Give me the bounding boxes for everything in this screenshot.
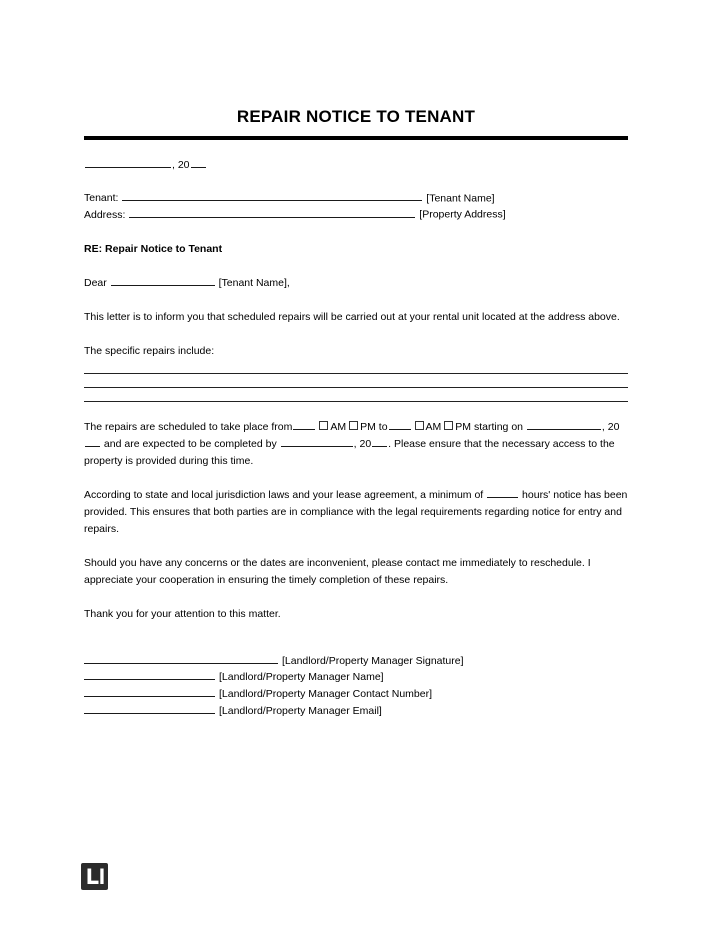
title-divider — [84, 136, 628, 140]
subject-line — [84, 241, 628, 258]
end-pm-label: PM — [455, 420, 472, 433]
date-year-blank[interactable] — [191, 157, 206, 168]
completion-date-input[interactable] — [281, 436, 353, 447]
schedule-text-part1: The repairs are scheduled to take place from — [84, 420, 293, 433]
completion-year-input[interactable] — [372, 436, 387, 447]
address-label: Address: — [84, 208, 126, 221]
signature-row — [84, 669, 628, 686]
salutation-name-input[interactable] — [111, 275, 215, 286]
schedule-text-part4: and are expected to be completed by — [103, 437, 277, 450]
repair-line-1[interactable] — [84, 373, 628, 374]
intro-paragraph: This letter is to inform you that scheduled repairs will be carried out at your rental unit located at the address above. — [84, 310, 620, 323]
salutation-hint: [Tenant Name], — [218, 276, 290, 289]
date-line — [84, 157, 628, 174]
salutation-line — [84, 275, 628, 292]
address-hint: [Property Address] — [419, 208, 506, 221]
start-pm-checkbox[interactable] — [349, 421, 358, 430]
subject-prefix: RE: — [84, 242, 103, 255]
reschedule-paragraph: Should you have any concerns or the dates are inconvenient, please contact me immediately to reschedule. I appreciate your cooperation in ensuring the timely completion of these repairs. — [84, 556, 591, 586]
document-content — [84, 0, 628, 719]
closing-paragraph: Thank you for your attention to this matter. — [84, 607, 281, 620]
start-am-label: AM — [330, 420, 347, 433]
start-date-input[interactable] — [527, 419, 601, 430]
legal-templates-logo-icon — [81, 863, 108, 890]
schedule-to-label: to — [378, 420, 388, 433]
schedule-text-part2: starting on — [473, 420, 523, 433]
signature-input[interactable] — [84, 653, 278, 664]
tenant-label: Tenant: — [84, 192, 119, 205]
manager-name-hint: [Landlord/Property Manager Name] — [219, 671, 384, 684]
date-year-prefix: , 20 — [172, 158, 190, 171]
start-pm-label: PM — [360, 420, 376, 433]
signature-hint: [Landlord/Property Manager Signature] — [282, 654, 464, 667]
repair-line-3[interactable] — [84, 401, 628, 402]
tenant-name-hint: [Tenant Name] — [426, 192, 495, 205]
address-field-row — [84, 207, 628, 224]
address-input[interactable] — [129, 207, 415, 218]
date-blank[interactable] — [85, 157, 171, 168]
manager-email-input[interactable] — [84, 703, 215, 714]
manager-phone-hint: [Landlord/Property Manager Contact Number] — [219, 688, 433, 701]
end-time-input[interactable] — [389, 419, 411, 430]
repair-line-2[interactable] — [84, 387, 628, 388]
schedule-text-part6: . Please ensure that the necessary access to the property is provided during this time. — [84, 437, 615, 467]
schedule-text-part3: , 20 — [601, 420, 620, 433]
tenant-field-row — [84, 191, 628, 208]
end-am-label: AM — [425, 420, 442, 433]
start-date-year-input[interactable] — [85, 436, 100, 447]
notice-hours-input[interactable] — [487, 487, 518, 498]
schedule-paragraph — [84, 419, 628, 470]
start-time-input[interactable] — [293, 419, 315, 430]
signature-row — [84, 686, 628, 703]
notice-paragraph — [84, 487, 628, 538]
brand-logo — [81, 863, 108, 890]
signature-row — [84, 653, 628, 670]
manager-phone-input[interactable] — [84, 686, 215, 697]
notice-text-part1: According to state and local jurisdiction laws and your lease agreement, a minimum of — [84, 488, 484, 501]
manager-email-hint: [Landlord/Property Manager Email] — [219, 704, 382, 717]
signature-row — [84, 703, 628, 720]
tenant-name-input[interactable] — [122, 191, 422, 202]
end-pm-checkbox[interactable] — [444, 421, 453, 430]
repairs-heading: The specific repairs include: — [84, 344, 215, 357]
notice-text-part2: hours' notice has been provided. This ensures that both parties are in compliance with the legal requirements regarding notice for entry and repairs. — [84, 488, 628, 535]
repair-description-lines — [84, 373, 628, 402]
salutation-greeting: Dear — [84, 276, 107, 289]
start-am-checkbox[interactable] — [319, 421, 328, 430]
page-title: REPAIR NOTICE TO TENANT — [236, 107, 476, 126]
end-am-checkbox[interactable] — [415, 421, 424, 430]
schedule-text-part5: , 20 — [353, 437, 372, 450]
subject-text: Repair Notice to Tenant — [102, 242, 223, 255]
signature-block — [84, 653, 628, 719]
manager-name-input[interactable] — [84, 670, 215, 681]
